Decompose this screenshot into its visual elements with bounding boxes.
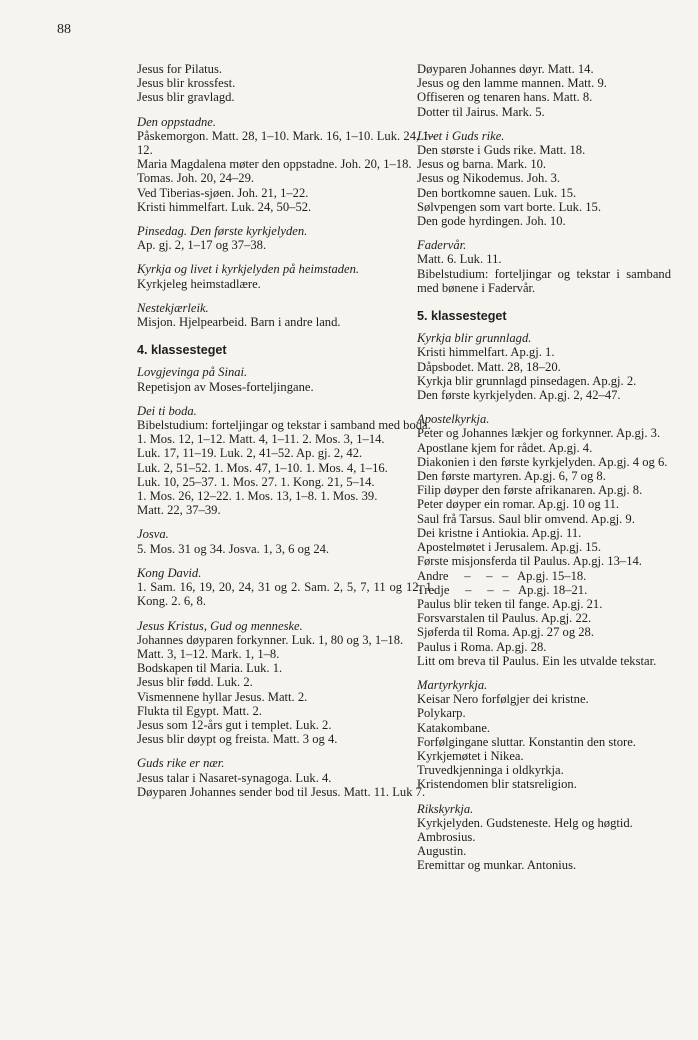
text-line: Den første martyren. Ap.gj. 6, 7 og 8. bbox=[417, 469, 606, 484]
text-line: Ved Tiberias-sjøen. Joh. 21, 1–22. bbox=[137, 185, 309, 200]
subsection-title: Kyrkja blir grunnlagd. bbox=[417, 331, 532, 346]
text-line: Matt. 6. Luk. 11. bbox=[417, 252, 502, 267]
subsection-title: Livet i Guds rike. bbox=[417, 128, 505, 143]
page-number: 88 bbox=[57, 22, 71, 37]
text-line: 1. Mos. 26, 12–22. 1. Mos. 13, 1–8. 1. Mos. 39. bbox=[137, 489, 378, 504]
text-line: Truvedkjenninga i oldkyrkja. bbox=[417, 763, 564, 778]
subsection bbox=[137, 756, 435, 799]
subsection-title: Kyrkja og livet i kyrkjelyden på heimstaden. bbox=[137, 262, 360, 277]
text-line: Bodskapen til Maria. Luk. 1. bbox=[137, 661, 283, 676]
text-line: Maria Magdalena møter den oppstadne. Joh. 20, 1–18. bbox=[137, 157, 412, 172]
text-line: Paulus blir teken til fange. Ap.gj. 21. bbox=[417, 596, 603, 611]
section-heading: 4. klassesteget bbox=[137, 343, 227, 358]
text-line: Den første kyrkjelyden. Ap.gj. 2, 42–47. bbox=[417, 388, 621, 403]
text-line: Repetisjon av Moses-forteljingane. bbox=[137, 379, 314, 394]
subsection bbox=[137, 527, 435, 555]
subsection bbox=[417, 129, 671, 228]
subsection-title: Dei ti boda. bbox=[137, 403, 197, 418]
text-line: Matt. 22, 37–39. bbox=[137, 503, 221, 518]
text-line: Kyrkjelyden. Gudsteneste. Helg og høgtid. bbox=[417, 815, 633, 830]
text-line: Polykarp. bbox=[417, 706, 466, 721]
text-line: Bibelstudium: forteljingar og tekstar i samband med bønene i Fadervår. bbox=[417, 266, 671, 295]
text-line: Misjon. Hjelpearbeid. Barn i andre land. bbox=[137, 315, 341, 330]
subsection-title: Fadervår. bbox=[417, 238, 467, 253]
text-line: Vismennene hyllar Jesus. Matt. 2. bbox=[137, 689, 308, 704]
subsection-title: Martyrkyrkja. bbox=[417, 677, 488, 692]
text-line: Offiseren og tenaren hans. Matt. 8. bbox=[417, 90, 593, 105]
text-line: Sølvpengen som vart borte. Luk. 15. bbox=[417, 199, 601, 214]
text-line: Jesus som 12-års gut i templet. Luk. 2. bbox=[137, 717, 332, 732]
text-line: Døyparen Johannes døyr. Matt. 14. bbox=[417, 62, 594, 76]
line-group bbox=[417, 62, 671, 119]
subsection bbox=[137, 365, 435, 393]
subsection bbox=[137, 566, 435, 609]
text-line: Den største i Guds rike. Matt. 18. bbox=[417, 143, 586, 158]
text-line: Kristendomen blir statsreligion. bbox=[417, 777, 577, 792]
text-line: Andre – – – Ap.gj. 15–18. bbox=[417, 568, 587, 583]
text-line: Den gode hyrdingen. Joh. 10. bbox=[417, 214, 566, 229]
subsection-title: Lovgjevinga på Sinai. bbox=[137, 365, 248, 380]
subsection-title: Kong David. bbox=[137, 565, 202, 580]
text-line: Kyrkja blir grunnlagd pinsedagen. Ap.gj. 2. bbox=[417, 373, 637, 388]
text-line: Jesus blir krossfest. bbox=[137, 76, 236, 91]
subsection bbox=[137, 301, 435, 329]
text-line: Dei kristne i Antiokia. Ap.gj. 11. bbox=[417, 525, 582, 540]
subsection bbox=[417, 331, 671, 402]
text-line: Flukta til Egypt. Matt. 2. bbox=[137, 703, 262, 718]
left-column bbox=[137, 62, 435, 809]
text-line: Bibelstudium: forteljingar og tekstar i samband med boda. bbox=[137, 418, 431, 433]
line-group bbox=[137, 62, 435, 105]
subsection bbox=[137, 262, 435, 290]
text-line: Jesus blir døypt og freista. Matt. 3 og 4. bbox=[137, 732, 338, 747]
subsection-title: Rikskyrkja. bbox=[417, 801, 474, 816]
text-line: Litt om breva til Paulus. Ein les utvalde tekstar. bbox=[417, 653, 657, 668]
text-line: Første misjonsferda til Paulus. Ap.gj. 13–14. bbox=[417, 554, 642, 569]
subsection-title: Pinsedag. Den første kyrkjelyden. bbox=[137, 224, 308, 239]
text-line: Augustin. bbox=[417, 844, 467, 859]
text-line: Eremittar og munkar. Antonius. bbox=[417, 858, 577, 873]
text-line: 5. Mos. 31 og 34. Josva. 1, 3, 6 og 24. bbox=[137, 541, 330, 556]
subsection bbox=[137, 404, 435, 518]
text-line: Keisar Nero forfølgjer dei kristne. bbox=[417, 692, 589, 707]
subsection-title: Guds rike er nær. bbox=[137, 756, 225, 771]
text-line: Peter døyper ein romar. Ap.gj. 10 og 11. bbox=[417, 497, 620, 512]
text-line: Jesus og barna. Mark. 10. bbox=[417, 157, 547, 172]
text-line: Jesus blir gravlagd. bbox=[137, 90, 235, 105]
subsection-title: Nestekjærleik. bbox=[137, 300, 209, 315]
text-line: Kyrkjeleg heimstadlære. bbox=[137, 276, 261, 291]
text-line: Luk. 10, 25–37. 1. Mos. 27. 1. Kong. 21, 5–14. bbox=[137, 474, 375, 489]
text-line: Ambrosius. bbox=[417, 829, 476, 844]
text-line: Saul frå Tarsus. Saul blir omvend. Ap.gj. 9. bbox=[417, 511, 635, 526]
text-line: Johannes døyparen forkynner. Luk. 1, 80 og 3, 1–18. bbox=[137, 632, 404, 647]
subsection bbox=[417, 412, 671, 668]
text-line: Luk. 17, 11–19. Luk. 2, 41–52. Ap. gj. 2, 42. bbox=[137, 446, 363, 461]
text-line: Peter og Johannes lækjer og forkynner. Ap.gj. 3. bbox=[417, 426, 661, 441]
text-line: Filip døyper den første afrikanaren. Ap.gj. 8. bbox=[417, 483, 643, 498]
text-line: Paulus i Roma. Ap.gj. 28. bbox=[417, 639, 547, 654]
subsection bbox=[137, 619, 435, 747]
subsection-title: Apostelkyrkja. bbox=[417, 412, 490, 427]
text-line: Apostlane kjem for rådet. Ap.gj. 4. bbox=[417, 440, 593, 455]
section-heading: 5. klassesteget bbox=[417, 309, 507, 324]
subsection-title: Den oppstadne. bbox=[137, 114, 217, 129]
text-line: Diakonien i den første kyrkjelyden. Ap.gj. 4 og 6. bbox=[417, 454, 668, 469]
text-line: Påskemorgon. Matt. 28, 1–10. Mark. 16, 1–10. Luk. 24, 1–12. bbox=[137, 128, 435, 158]
text-line: Forfølgingane sluttar. Konstantin den store. bbox=[417, 734, 636, 749]
right-column bbox=[417, 62, 671, 883]
text-line: Forsvarstalen til Paulus. Ap.gj. 22. bbox=[417, 611, 592, 626]
subsection-title: Josva. bbox=[137, 527, 169, 542]
text-line: Matt. 3, 1–12. Mark. 1, 1–8. bbox=[137, 646, 280, 661]
text-line: Jesus for Pilatus. bbox=[137, 62, 223, 76]
text-line: Luk. 2, 51–52. 1. Mos. 47, 1–10. 1. Mos. 4, 1–16. bbox=[137, 460, 388, 475]
text-line: Jesus og den lamme mannen. Matt. 9. bbox=[417, 76, 607, 91]
text-line: Tredje – – – Ap.gj. 18–21. bbox=[417, 582, 588, 597]
text-line: Kristi himmelfart. Luk. 24, 50–52. bbox=[137, 199, 312, 214]
text-line: Dotter til Jairus. Mark. 5. bbox=[417, 104, 545, 119]
text-line: Dåpsbodet. Matt. 28, 18–20. bbox=[417, 359, 561, 374]
text-line: Jesus og Nikodemus. Joh. 3. bbox=[417, 171, 561, 186]
subsection-title: Jesus Kristus, Gud og menneske. bbox=[137, 618, 303, 633]
subsection bbox=[417, 678, 671, 792]
text-line: Den bortkomne sauen. Luk. 15. bbox=[417, 185, 577, 200]
text-line: Jesus blir fødd. Luk. 2. bbox=[137, 675, 253, 690]
text-line: 1. Mos. 12, 1–12. Matt. 4, 1–11. 2. Mos. 3, 1–14. bbox=[137, 432, 385, 447]
text-line: Kristi himmelfart. Ap.gj. 1. bbox=[417, 345, 555, 360]
text-line: Kyrkjemøtet i Nikea. bbox=[417, 748, 524, 763]
text-line: Sjøferda til Roma. Ap.gj. 27 og 28. bbox=[417, 625, 595, 640]
subsection bbox=[137, 115, 435, 214]
text-line: Katakombane. bbox=[417, 720, 491, 735]
text-line: Ap. gj. 2, 1–17 og 37–38. bbox=[137, 238, 267, 253]
text-line: Døyparen Johannes sender bod til Jesus. Matt. 11. Luk 7. bbox=[137, 784, 426, 799]
text-line: Apostelmøtet i Jerusalem. Ap.gj. 15. bbox=[417, 540, 601, 555]
text-line: Tomas. Joh. 20, 24–29. bbox=[137, 171, 255, 186]
subsection bbox=[417, 802, 671, 873]
text-line: 1. Sam. 16, 19, 20, 24, 31 og 2. Sam. 2, 5, 7, 11 og 12. 1. Kong. 2. 6, 8. bbox=[137, 580, 435, 609]
subsection bbox=[417, 238, 671, 295]
text-line: Jesus talar i Nasaret-synagoga. Luk. 4. bbox=[137, 770, 332, 785]
subsection bbox=[137, 224, 435, 252]
